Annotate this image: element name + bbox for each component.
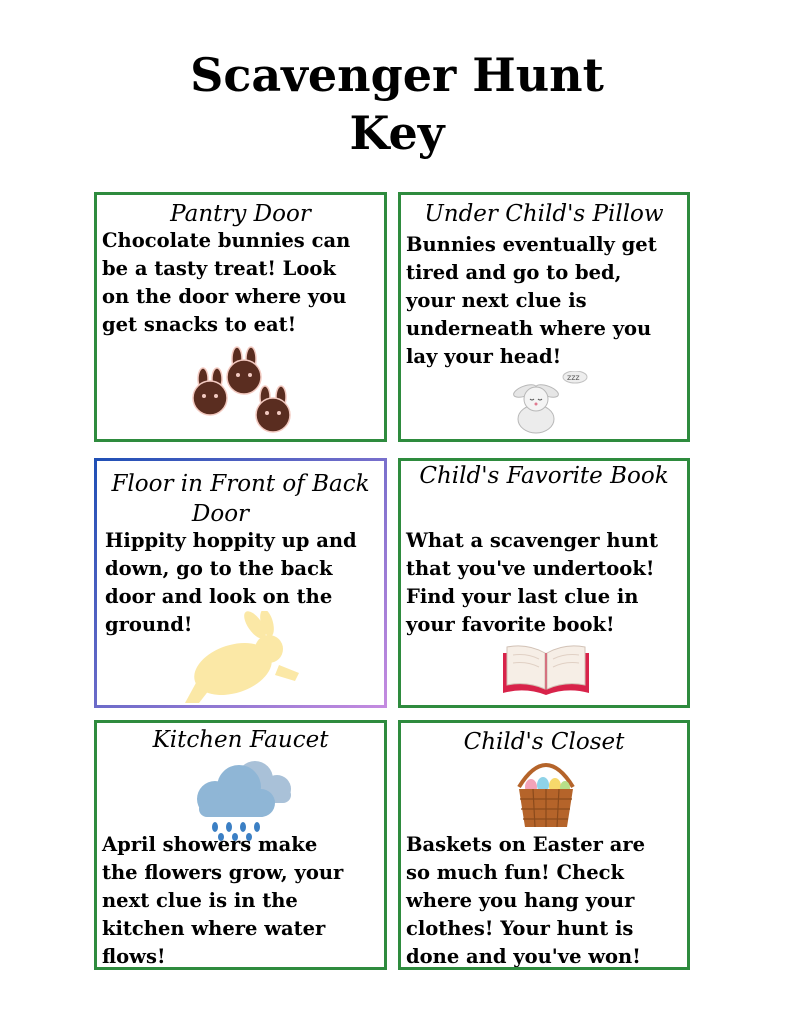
- clue-card-favorite-book: [398, 458, 690, 708]
- zzz-label: zzz: [567, 373, 580, 382]
- clue-card-back-door: [94, 458, 387, 708]
- card-location: Kitchen Faucet: [152, 727, 329, 753]
- chocolate-bunny-cookies-icon: [185, 343, 303, 435]
- card-clue: Baskets on Easter are so much fun! Check where you hang your clothes! Your hunt is done and you've won!: [406, 833, 646, 968]
- card-clue: Bunnies eventually get tired and go to bed, your next clue is underneath where you lay your head!: [406, 233, 657, 368]
- card-clue: Chocolate bunnies can be a tasty treat! Look on the door where you get snacks to eat!: [102, 229, 351, 336]
- card-clue: Hippity hoppity up and down, go to the back door and look on the ground!: [105, 529, 357, 636]
- card-clue: April showers make the flowers grow, your next clue is in the kitchen where water flows!: [102, 833, 344, 968]
- page-title-line-2: Key: [349, 106, 445, 160]
- clue-card-pantry-door: [94, 192, 387, 442]
- card-location-line-2: Door: [191, 501, 250, 527]
- rain-cloud-icon: [185, 757, 301, 841]
- card-location-line-1: Floor in Front of Back: [111, 471, 370, 497]
- card-location: Child's Closet: [463, 729, 625, 755]
- clue-card-child-closet: [398, 720, 690, 970]
- card-location: Pantry Door: [170, 201, 311, 227]
- open-book-icon: [499, 641, 593, 699]
- card-clue: What a scavenger hunt that you've undertook! Find your last clue in your favorite book!: [406, 529, 658, 636]
- clue-card-under-pillow: [398, 192, 690, 442]
- card-location: Child's Favorite Book: [419, 463, 669, 489]
- card-location: Under Child's Pillow: [424, 201, 664, 227]
- clue-card-kitchen-faucet: [94, 720, 387, 970]
- page-title-line-1: Scavenger Hunt: [190, 48, 604, 102]
- hopping-rabbit-icon: [183, 611, 303, 707]
- easter-basket-icon: [511, 757, 581, 831]
